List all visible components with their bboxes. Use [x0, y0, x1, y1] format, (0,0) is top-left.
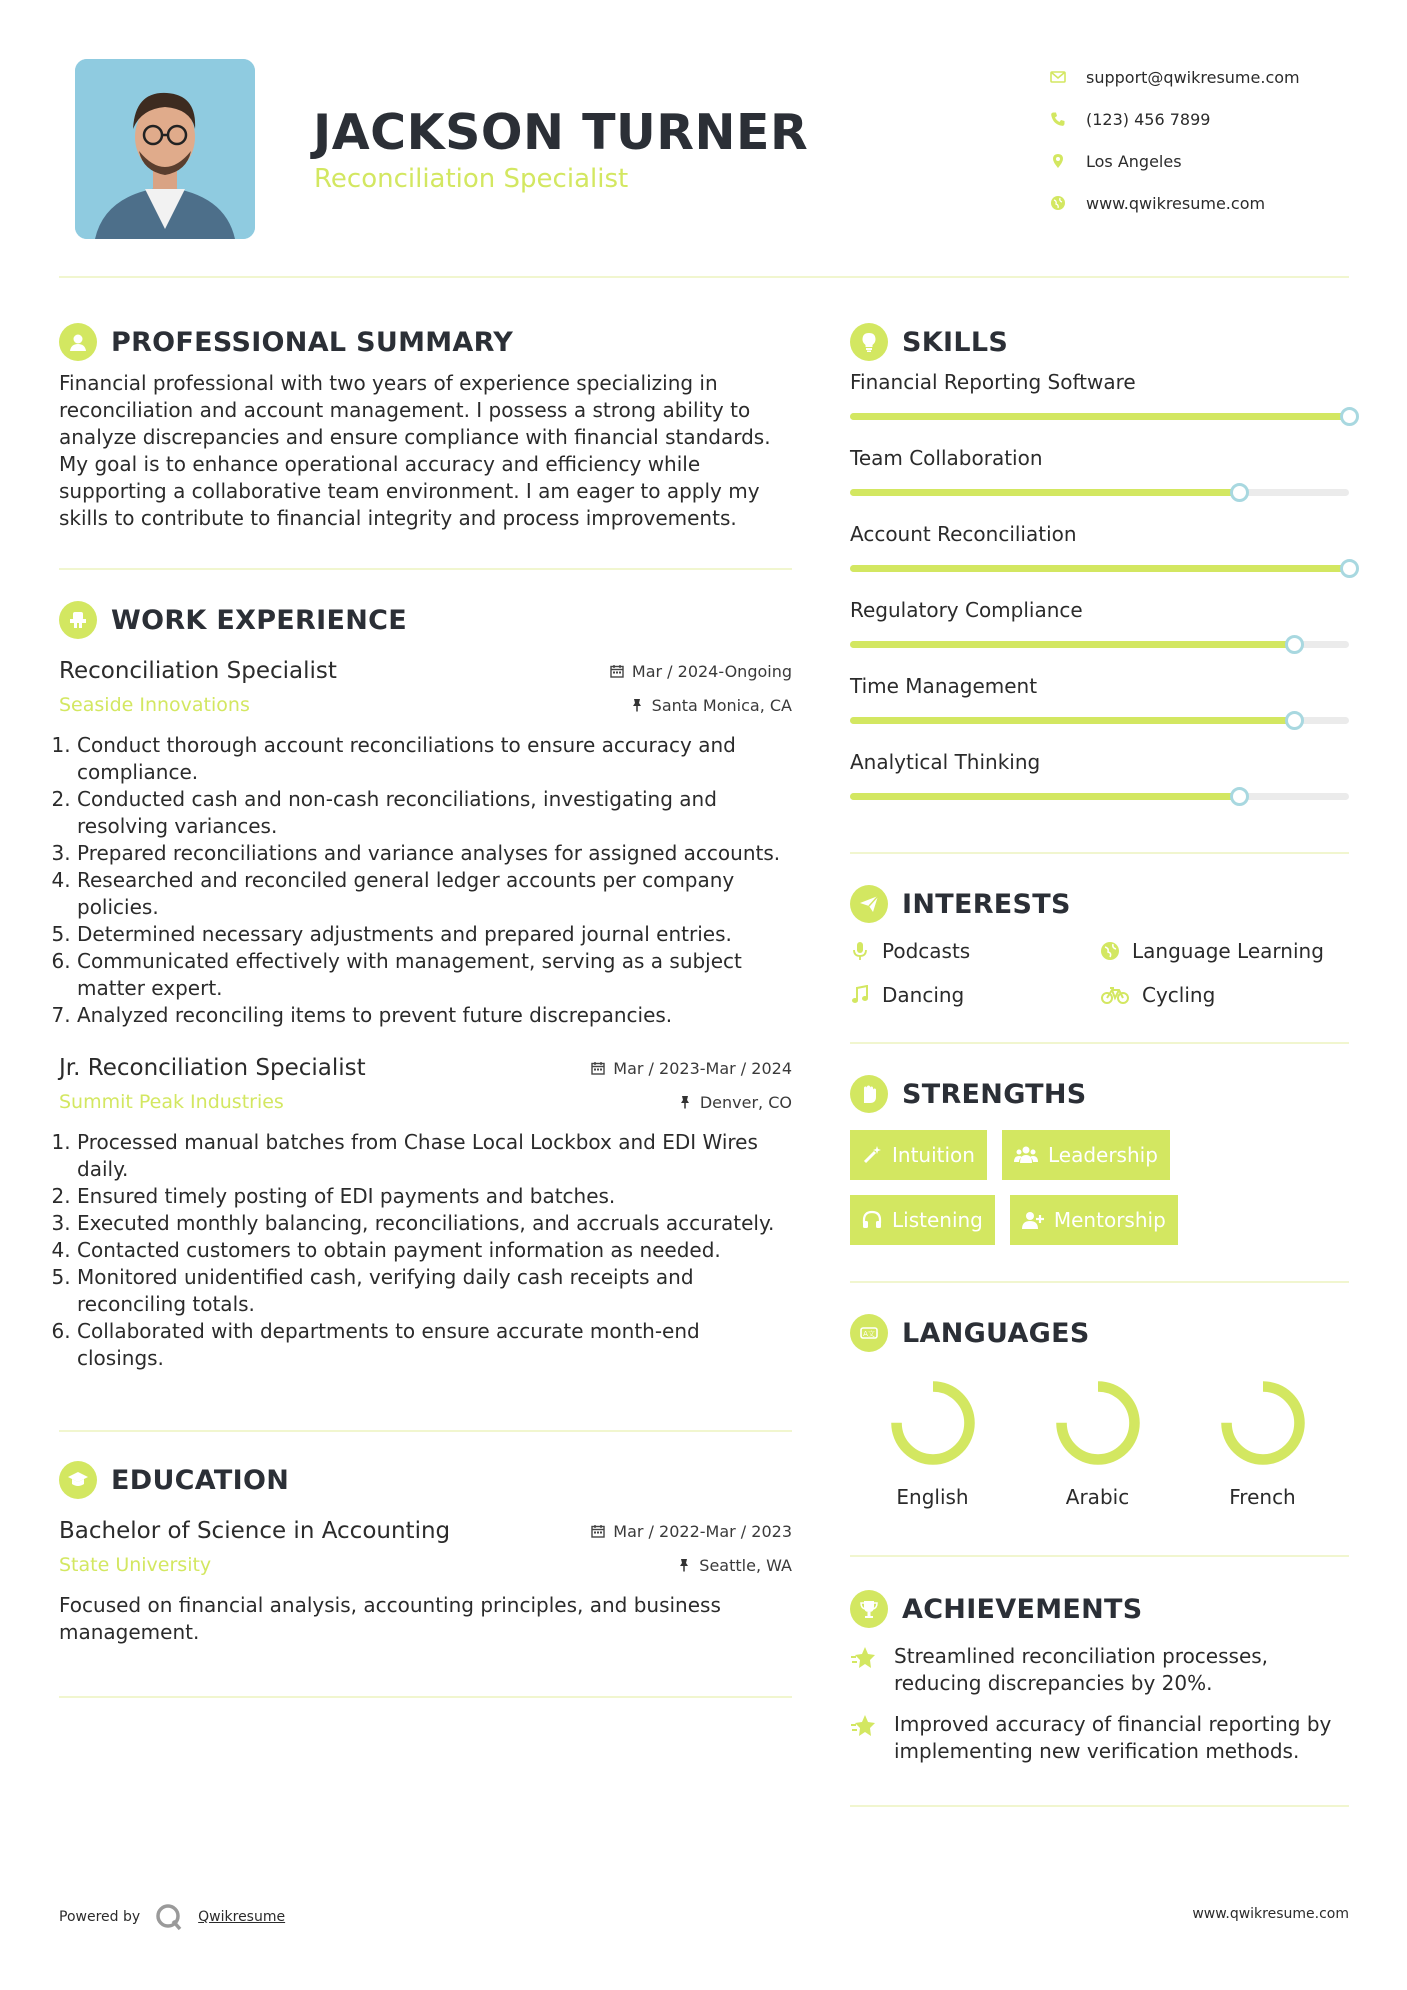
job-company: Seaside Innovations [59, 694, 250, 716]
calendar-icon [591, 1524, 605, 1538]
skill-fill [850, 565, 1349, 572]
job-bullet: 6. Collaborated with departments to ensure accurate month-end closings. [77, 1318, 792, 1372]
job-bullets [59, 732, 792, 1029]
achievement-text: Streamlined reconciliation processes, reducing discrepancies by 20%. [894, 1644, 1269, 1695]
job-date-text: Mar / 2024-Ongoing [631, 661, 792, 681]
footer-branding [59, 1902, 285, 1932]
languages-title: LANGUAGES [902, 1317, 1090, 1349]
headphones-icon [862, 1210, 882, 1230]
briefcase-icon [59, 601, 97, 639]
calendar-icon [591, 1061, 605, 1075]
strengths-list [850, 1130, 1250, 1245]
skill-bar [850, 413, 1349, 420]
job-bullet: 2. Ensured timely posting of EDI payments and batches. [77, 1183, 792, 1210]
candidate-role: Reconciliation Specialist [314, 164, 629, 194]
skill-knob [1230, 787, 1249, 806]
achievements-title: ACHIEVEMENTS [902, 1593, 1143, 1625]
skill-item [850, 596, 1349, 672]
contact-website[interactable] [1050, 182, 1300, 224]
interest-label: Dancing [882, 983, 965, 1007]
job-bullet: 6. Communicated effectively with management, serving as a subject matter expert. [77, 948, 792, 1002]
language-ring [1215, 1375, 1311, 1471]
qwikresume-link[interactable]: Qwikresume [198, 1909, 286, 1925]
job-bullet: 1. Processed manual batches from Chase Local Lockbox and EDI Wires daily. [77, 1129, 792, 1183]
contact-email[interactable] [1050, 56, 1300, 98]
skill-knob [1340, 559, 1359, 578]
job-date [591, 1059, 792, 1078]
skill-fill [850, 717, 1294, 724]
skill-bar [850, 793, 1349, 800]
summary-heading [59, 320, 792, 364]
strength-badge [850, 1195, 995, 1245]
skill-fill [850, 413, 1349, 420]
education-location [677, 1556, 792, 1575]
interest-item [850, 980, 1100, 1010]
svg-text:A文: A文 [863, 1330, 875, 1338]
job-entry [59, 1051, 792, 1372]
skill-item [850, 444, 1349, 520]
skill-knob [1230, 483, 1249, 502]
strength-badge [1002, 1130, 1170, 1180]
job-bullet: 3. Executed monthly balancing, reconciliations, and accruals accurately. [77, 1210, 792, 1237]
experience-title: WORK EXPERIENCE [111, 604, 407, 636]
header-divider [59, 276, 1349, 278]
job-location [630, 696, 792, 715]
bicycle-icon [1100, 985, 1130, 1005]
left-column [59, 320, 792, 1698]
job-bullet: 4. Contacted customers to obtain payment information as needed. [77, 1237, 792, 1264]
experience-heading [59, 598, 792, 642]
language-name: Arabic [1065, 1485, 1130, 1509]
group-icon [1014, 1145, 1038, 1165]
skill-label: Account Reconciliation [850, 522, 1077, 546]
star-icon [850, 1713, 876, 1739]
qwikresume-logo-icon [154, 1902, 184, 1932]
skill-label: Analytical Thinking [850, 750, 1041, 774]
calendar-icon [610, 664, 624, 678]
degree: Bachelor of Science in Accounting [59, 1518, 451, 1544]
job-location-text: Denver, CO [699, 1092, 792, 1112]
education-description: Focused on financial analysis, accounting principles, and business management. [59, 1593, 721, 1644]
education-location-text: Seattle, WA [699, 1555, 792, 1575]
strength-label: Listening [892, 1208, 983, 1232]
strength-badge [850, 1130, 987, 1180]
job-bullet: 1. Conduct thorough account reconciliations to ensure accuracy and compliance. [77, 732, 792, 786]
skill-item [850, 748, 1349, 824]
pin-icon [678, 1095, 692, 1109]
footer-website[interactable]: www.qwikresume.com [1192, 1906, 1349, 1922]
candidate-name: JACKSON TURNER [313, 104, 809, 161]
section-divider [850, 852, 1349, 854]
job-entry [59, 654, 792, 1029]
job-location [678, 1093, 792, 1112]
wand-icon [862, 1145, 882, 1165]
job-date-text: Mar / 2023-Mar / 2024 [613, 1058, 792, 1078]
user-plus-icon [1022, 1210, 1044, 1230]
job-location-text: Santa Monica, CA [651, 695, 792, 715]
section-divider [850, 1281, 1349, 1283]
education-date-text: Mar / 2022-Mar / 2023 [613, 1521, 792, 1541]
section-divider [850, 1805, 1349, 1807]
interests-list [850, 936, 1349, 1010]
education-entry [59, 1514, 792, 1646]
job-bullet: 2. Conducted cash and non-cash reconciliations, investigating and resolving variances. [77, 786, 792, 840]
language-name: French [1229, 1485, 1296, 1509]
email-icon [1050, 69, 1086, 85]
contact-list [1050, 56, 1300, 224]
skills-list [850, 368, 1349, 824]
job-title: Reconciliation Specialist [59, 658, 337, 684]
pin-icon [630, 698, 644, 712]
skill-label: Time Management [850, 674, 1038, 698]
skill-fill [850, 641, 1294, 648]
strengths-heading [850, 1072, 1349, 1116]
job-bullets [59, 1129, 792, 1372]
globe-icon [1100, 941, 1120, 961]
skill-knob [1340, 407, 1359, 426]
avatar [75, 59, 255, 239]
skill-fill [850, 489, 1239, 496]
strengths-title: STRENGTHS [902, 1078, 1087, 1110]
job-bullet: 5. Determined necessary adjustments and prepared journal entries. [77, 921, 792, 948]
interest-item [1100, 980, 1350, 1010]
skill-bar [850, 641, 1349, 648]
skills-heading [850, 320, 1349, 364]
star-icon [850, 1645, 876, 1671]
skill-knob [1285, 635, 1304, 654]
powered-by-label: Powered by [59, 1909, 141, 1925]
achievement-item [850, 1643, 1349, 1697]
skill-bar [850, 565, 1349, 572]
skill-bar [850, 717, 1349, 724]
skill-item [850, 520, 1349, 596]
globe-icon [1050, 195, 1086, 211]
summary-text: Financial professional with two years of experience specializing in reconciliation and account management. I possess a strong ability to analyze discrepancies and ensure compliance with financial standards. My goal is to enhance operational accuracy and efficiency while supporting a collaborative team environment. I am eager to apply my skills to contribute to financial integrity and process improvements. [59, 371, 771, 530]
section-divider [850, 1042, 1349, 1044]
interest-label: Cycling [1142, 983, 1216, 1007]
education-date [591, 1522, 792, 1541]
job-bullet: 5. Monitored unidentified cash, verifying daily cash receipts and reconciling totals. [77, 1264, 792, 1318]
paper-plane-icon [850, 885, 888, 923]
skill-knob [1285, 711, 1304, 730]
language-item [1180, 1375, 1345, 1509]
contact-email-text: support@qwikresume.com [1086, 67, 1300, 87]
achievement-item [850, 1711, 1349, 1765]
phone-icon [1050, 111, 1086, 127]
skill-label: Regulatory Compliance [850, 598, 1083, 622]
language-name: English [896, 1485, 969, 1509]
profile-photo [75, 59, 255, 239]
education-heading [59, 1458, 792, 1502]
job-bullet: 3. Prepared reconciliations and variance analyses for assigned accounts. [77, 840, 792, 867]
summary-title: PROFESSIONAL SUMMARY [111, 326, 514, 358]
achievement-text: Improved accuracy of financial reporting by implementing new verification methods. [894, 1712, 1332, 1763]
contact-phone-text: (123) 456 7899 [1086, 109, 1211, 129]
interest-item [850, 936, 1100, 966]
language-ring [885, 1375, 981, 1471]
strength-label: Intuition [892, 1143, 975, 1167]
pin-icon [677, 1558, 691, 1572]
location-icon [1050, 153, 1086, 169]
job-title: Jr. Reconciliation Specialist [59, 1055, 366, 1081]
achievements-heading [850, 1587, 1349, 1631]
skill-bar [850, 489, 1349, 496]
skill-fill [850, 793, 1239, 800]
section-divider [59, 1430, 792, 1432]
education-title: EDUCATION [111, 1464, 290, 1496]
section-divider [59, 1696, 792, 1698]
strength-label: Mentorship [1053, 1208, 1166, 1232]
right-column [850, 320, 1349, 1807]
section-divider [59, 568, 792, 570]
languages-heading [850, 1311, 1349, 1355]
skill-label: Team Collaboration [850, 446, 1043, 470]
lightbulb-icon [850, 323, 888, 361]
language-item [850, 1375, 1015, 1509]
interest-label: Language Learning [1132, 939, 1324, 963]
skill-item [850, 368, 1349, 444]
interest-label: Podcasts [882, 939, 971, 963]
languages-list [850, 1375, 1349, 1509]
strength-label: Leadership [1047, 1143, 1158, 1167]
skill-item [850, 672, 1349, 748]
achievements-list [850, 1643, 1349, 1765]
job-company: Summit Peak Industries [59, 1091, 284, 1113]
language-item [1015, 1375, 1180, 1509]
music-icon [850, 985, 870, 1005]
hand-icon [850, 1075, 888, 1113]
strength-badge [1010, 1195, 1178, 1245]
section-divider [850, 1555, 1349, 1557]
contact-location [1050, 140, 1300, 182]
job-bullet: 4. Researched and reconciled general ledger accounts per company policies. [77, 867, 792, 921]
contact-location-text: Los Angeles [1086, 151, 1182, 171]
job-bullet: 7. Analyzed reconciling items to prevent future discrepancies. [77, 1002, 792, 1029]
user-icon [59, 323, 97, 361]
language-ring [1050, 1375, 1146, 1471]
contact-phone[interactable] [1050, 98, 1300, 140]
trophy-icon [850, 1590, 888, 1628]
school: State University [59, 1554, 212, 1576]
interest-item [1100, 936, 1350, 966]
microphone-icon [850, 941, 870, 961]
skill-label: Financial Reporting Software [850, 370, 1136, 394]
skills-title: SKILLS [902, 326, 1009, 358]
interests-heading [850, 882, 1349, 926]
contact-website-text: www.qwikresume.com [1086, 193, 1266, 213]
translate-icon [850, 1314, 888, 1352]
job-date [610, 662, 792, 681]
graduation-icon [59, 1461, 97, 1499]
interests-title: INTERESTS [902, 888, 1071, 920]
